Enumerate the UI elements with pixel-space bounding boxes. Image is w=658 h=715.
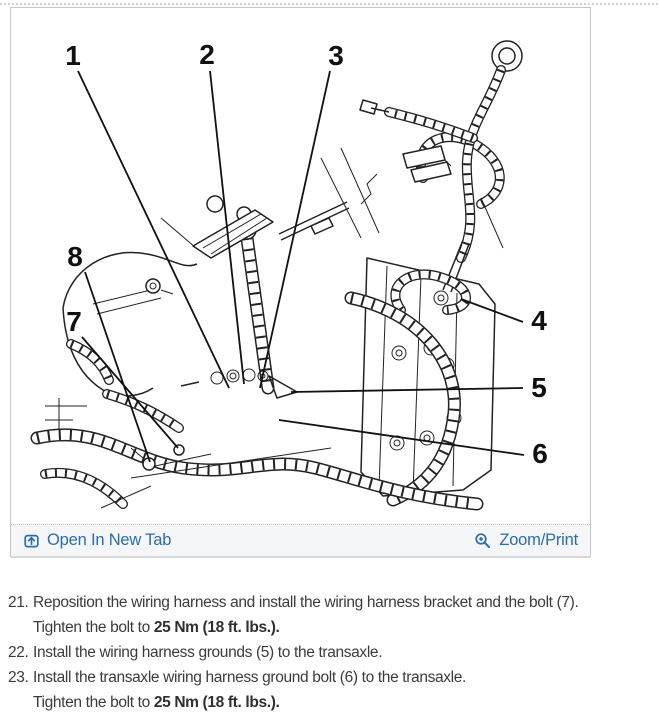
open-in-new-tab-label: Open In New Tab [47, 531, 172, 549]
step-text: Install the transaxle wiring harness ground bolt (6) to the transaxle. [33, 669, 466, 686]
step-body [33, 640, 650, 665]
instruction-steps [0, 590, 658, 715]
step-number: 23. [8, 669, 29, 686]
step-torque-note: Tighten the bolt to 25 Nm (18 ft. lbs.). [33, 694, 280, 711]
step-22 [8, 640, 650, 665]
step-23 [8, 665, 650, 715]
diagram-artwork [37, 41, 522, 508]
step-21 [8, 590, 650, 640]
figure-toolbar [11, 524, 590, 556]
transaxle-diagram [11, 8, 590, 524]
callout-7-leader-line [82, 337, 178, 448]
open-new-tab-icon [23, 532, 40, 549]
callout-4-number: 4 [531, 305, 547, 336]
step-text: Install the wiring harness grounds (5) to the transaxle. [33, 644, 383, 661]
page-top-divider [0, 3, 658, 5]
zoom-print-link[interactable] [474, 531, 578, 550]
valve-block [193, 196, 349, 258]
figure-frame [10, 7, 591, 557]
wiring-harness-upper [360, 41, 522, 258]
step-number: 21. [8, 594, 29, 611]
step-torque-note: Tighten the bolt to 25 Nm (18 ft. lbs.). [33, 619, 280, 636]
callout-3-number: 3 [328, 40, 344, 71]
step-text: Reposition the wiring harness and install the wiring harness bracket and the bolt (7). [33, 594, 579, 611]
engine-block-left [45, 252, 197, 438]
callout-7-number: 7 [66, 306, 82, 337]
zoom-print-label: Zoom/Print [499, 531, 578, 549]
step-body [33, 590, 650, 640]
open-in-new-tab-link[interactable] [23, 531, 171, 550]
callout-1-number: 1 [65, 40, 81, 71]
magnifier-plus-icon [474, 532, 492, 550]
callout-1-leader-line [78, 71, 229, 388]
callout-5-number: 5 [531, 372, 547, 403]
callout-2-number: 2 [199, 39, 215, 70]
callout-6-number: 6 [532, 438, 548, 469]
step-number: 22. [8, 644, 29, 661]
step-body [33, 665, 650, 715]
callout-8-number: 8 [67, 241, 83, 272]
